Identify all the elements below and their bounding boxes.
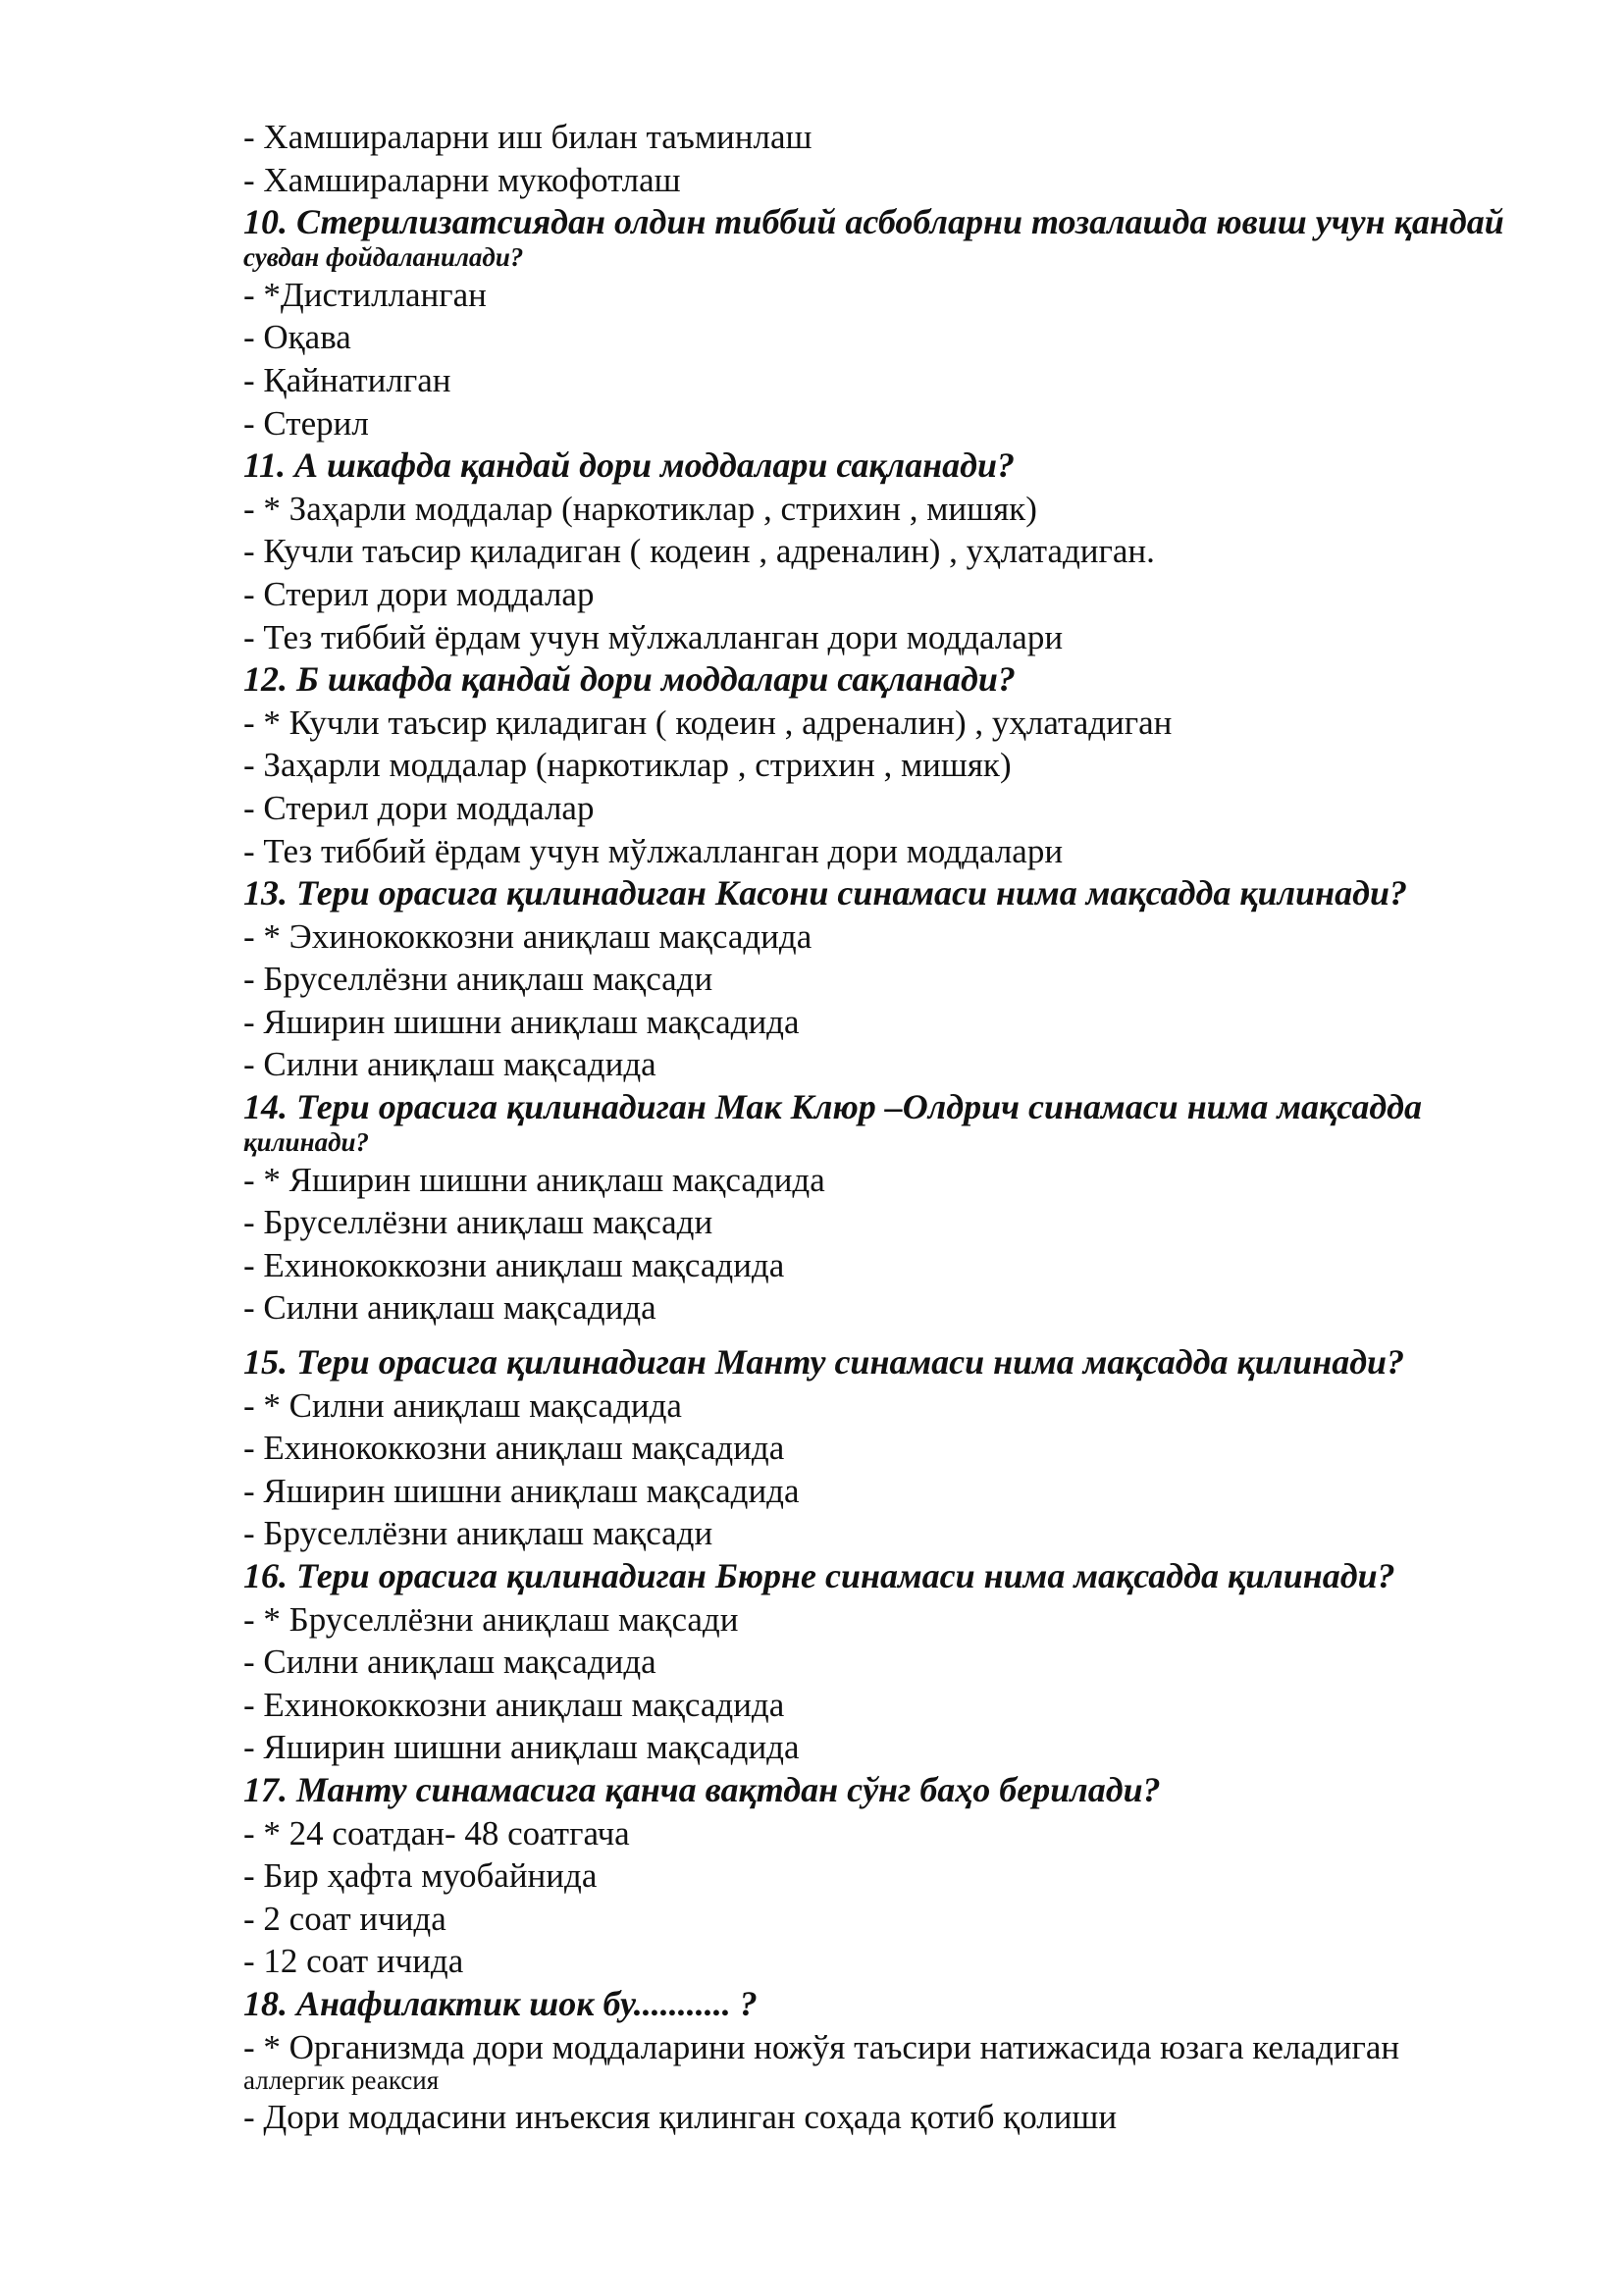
answer-option: - * Заҳарли моддалар (наркотиклар , стрихин , мишяк) <box>243 489 1037 528</box>
answer-option: - *Дистилланган <box>243 275 487 314</box>
answer-option: - Ехинококкозни аниқлаш мақсадида <box>243 1429 785 1468</box>
answer-option: - * 24 соатдан- 48 соатгача <box>243 1813 630 1852</box>
question-text-continuation: сувдан фойдаланилади? <box>243 241 524 272</box>
answer-option: - 2 соат ичида <box>243 1899 446 1938</box>
answer-option: - Тез тиббий ёрдам учун мўлжалланган дори моддалари <box>243 617 1064 656</box>
answer-option: - Заҳарли моддалар (наркотиклар , стрихин , мишяк) <box>243 746 1012 785</box>
answer-option: - Стерил <box>243 403 369 443</box>
answer-option: - Ехинококкозни аниқлаш мақсадида <box>243 1245 785 1284</box>
question-text: 11. А шкафда қандай дори моддалари сақланади? <box>243 445 1016 486</box>
answer-option: - * Яширин шишни аниқлаш мақсадида <box>243 1160 825 1199</box>
answer-option: - Силни аниқлаш мақсадида <box>243 1643 656 1682</box>
question-text: 16. Тери орасига қилинадиган Бюрне синамаси нима мақсадда қилинади? <box>243 1556 1395 1595</box>
question-text: 14. Тери орасига қилинадиган Мак Клюр –Олдрич синамаси нима мақсадда <box>243 1087 1423 1127</box>
spacer <box>243 1330 1607 1341</box>
answer-option: - Дори моддасини инъексия қилинган соҳада қотиб қолиши <box>243 2098 1118 2137</box>
answer-option: - Яширин шишни аниқлаш мақсадида <box>243 1471 800 1510</box>
question-text: 17. Манту синамасига қанча вақтдан сўнг баҳо берилади? <box>243 1769 1161 1809</box>
answer-option: - Хамшираларни мукофотлаш <box>243 160 681 199</box>
answer-option: - * Бруселлёзни аниқлаш мақсади <box>243 1599 739 1639</box>
answer-option: - * Силни аниқлаш мақсадида <box>243 1385 682 1425</box>
answer-option: - Оқава <box>243 318 351 357</box>
answer-option: - * Кучли таъсир қиладиган ( кодеин , адреналин) , уҳлатадиган <box>243 703 1173 742</box>
answer-option: - Яширин шишни аниқлаш мақсадида <box>243 1728 800 1767</box>
question-text: 12. Б шкафда қандай дори моддалари сақланади? <box>243 659 1016 700</box>
answer-option: - Бруселлёзни аниқлаш мақсади <box>243 960 713 999</box>
answer-option: - Силни аниқлаш мақсадида <box>243 1288 656 1328</box>
answer-option: - Кучли таъсир қиладиган ( кодеин , адреналин) , уҳлатадиган. <box>243 532 1155 571</box>
answer-option: - Яширин шишни аниқлаш мақсадида <box>243 1002 800 1041</box>
answer-option: - Тез тиббий ёрдам учун мўлжалланган дори моддалари <box>243 831 1064 870</box>
answer-option: - Стерил дори моддалар <box>243 574 595 613</box>
question-text: 15. Тери орасига қилинадиган Манту синамаси нима мақсадда қилинади? <box>243 1342 1405 1383</box>
answer-option: - Бруселлёзни аниқлаш мақсади <box>243 1514 713 1553</box>
answer-option: - * Эхинококкозни аниқлаш мақсадида <box>243 916 812 956</box>
question-text: 13. Тери орасига қилинадиган Касони синамаси нима мақсадда қилинади? <box>243 873 1408 913</box>
answer-option: - 12 соат ичида <box>243 1942 464 1981</box>
question-text: 18. Анафилактик шок бу........... ? <box>243 1983 758 2023</box>
answer-option: - Бруселлёзни аниқлаш мақсади <box>243 1203 713 1242</box>
question-text-continuation: қилинади? <box>243 1126 369 1157</box>
answer-option: - Хамшираларни иш билан таъминлаш <box>243 118 812 156</box>
answer-option: - Ехинококкозни аниқлаш мақсадида <box>243 1685 785 1724</box>
answer-option: - Силни аниқлаш мақсадида <box>243 1045 656 1084</box>
document-content <box>243 116 1607 2139</box>
answer-option: - Қайнатилган <box>243 360 451 399</box>
answer-option: - * Организмда дори моддаларини ножўя таъсири натижасида юзага келадиган <box>243 2027 1400 2066</box>
answer-option: - Стерил дори моддалар <box>243 788 595 827</box>
question-text: 10. Стерилизатсиядан олдин тиббий асбобларни тозалашда ювиш учун қандай <box>243 202 1504 242</box>
answer-option-continuation: аллергик реаксия <box>243 2065 440 2096</box>
answer-option: - Бир ҳафта муобайнида <box>243 1856 598 1896</box>
